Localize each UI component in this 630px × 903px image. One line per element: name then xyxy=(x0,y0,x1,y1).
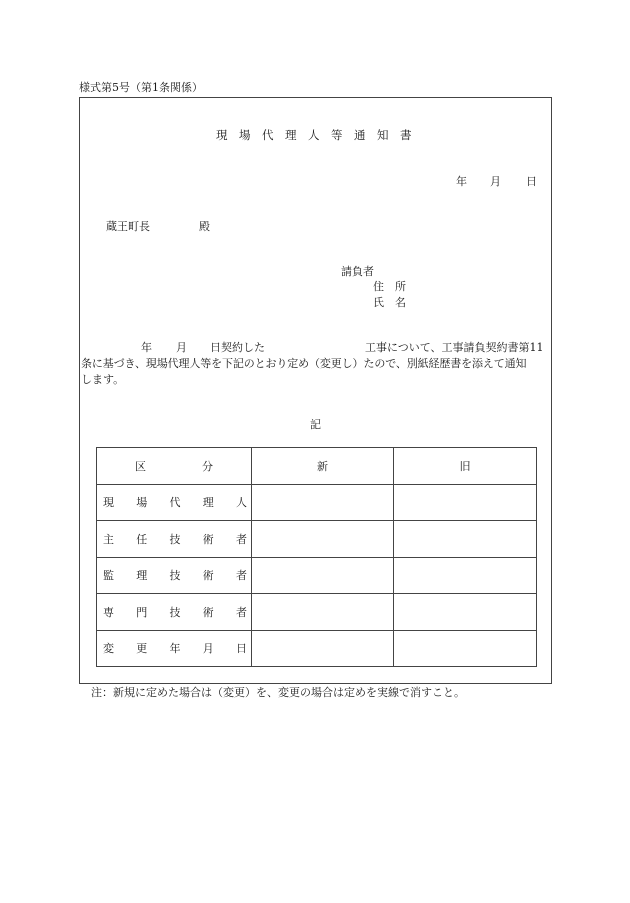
row-category-char: 現 xyxy=(103,496,114,510)
row-category-char: 変 xyxy=(103,642,114,656)
date-year: 年 xyxy=(456,175,467,188)
footnote: 注：新規に定めた場合は（変更）を、変更の場合は定めを実線で消すこと。 xyxy=(91,686,465,699)
row-category-char: 者 xyxy=(236,532,247,546)
row-category xyxy=(97,484,252,521)
row-category-char: 者 xyxy=(236,569,247,583)
row-category-char: 技 xyxy=(169,569,181,583)
table-row xyxy=(97,630,537,667)
table-row xyxy=(97,557,537,594)
row-category-char: 専 xyxy=(103,605,114,619)
row-category-char: 年 xyxy=(169,642,181,656)
contractor-address-label: 住 所 xyxy=(373,280,406,293)
body-line3: します。 xyxy=(81,373,125,386)
row-category-char: 更 xyxy=(136,642,148,656)
detail-table xyxy=(96,447,537,667)
row-category-char: 理 xyxy=(136,569,148,583)
ki-heading: 記 xyxy=(310,418,321,431)
header-category xyxy=(97,448,252,485)
row-new-cell[interactable] xyxy=(252,557,394,594)
body-year: 年 xyxy=(141,341,152,354)
date-day: 日 xyxy=(526,175,537,188)
date-month: 月 xyxy=(490,175,501,188)
row-category-char: 理 xyxy=(202,496,214,510)
row-category-char: 門 xyxy=(136,605,148,619)
row-old-cell[interactable] xyxy=(394,484,537,521)
contractor-name-label: 氏 名 xyxy=(373,296,406,309)
row-new-cell[interactable] xyxy=(252,630,394,667)
form-number: 様式第5号（第1条関係） xyxy=(79,81,203,94)
row-category xyxy=(97,557,252,594)
table-row xyxy=(97,521,537,558)
body-line2: 条に基づき、現場代理人等を下記のとおり定め（変更し）たので、別紙経歴書を添えて通知 xyxy=(81,357,527,370)
row-old-cell[interactable] xyxy=(394,521,537,558)
row-category xyxy=(97,630,252,667)
row-category-char: 者 xyxy=(236,605,247,619)
row-new-cell[interactable] xyxy=(252,594,394,631)
row-new-cell[interactable] xyxy=(252,484,394,521)
row-category xyxy=(97,594,252,631)
row-category-char: 術 xyxy=(202,532,214,546)
row-category-char: 日 xyxy=(236,642,247,656)
row-category-char: 主 xyxy=(103,532,114,546)
body-contract-day: 日契約した xyxy=(210,341,265,354)
row-category xyxy=(97,521,252,558)
header-category-char: 区 xyxy=(135,459,146,473)
row-category-char: 術 xyxy=(202,569,214,583)
recipient-name: 蔵王町長 xyxy=(106,220,150,233)
row-category-char: 月 xyxy=(202,642,214,656)
row-old-cell[interactable] xyxy=(394,557,537,594)
recipient-honorific: 殿 xyxy=(199,220,210,233)
header-new: 新 xyxy=(252,448,394,485)
table-row xyxy=(97,594,537,631)
row-category-char: 人 xyxy=(236,496,247,510)
header-category-char: 分 xyxy=(202,459,213,473)
table-header-row xyxy=(97,448,537,485)
row-category-char: 監 xyxy=(103,569,114,583)
row-old-cell[interactable] xyxy=(394,630,537,667)
row-category-char: 任 xyxy=(136,532,148,546)
table-row xyxy=(97,484,537,521)
header-old: 旧 xyxy=(394,448,537,485)
row-category-char: 術 xyxy=(202,605,214,619)
row-category-char: 技 xyxy=(169,532,181,546)
form-title: 現 場 代 理 人 等 通 知 書 xyxy=(216,128,412,142)
row-category-char: 代 xyxy=(169,496,181,510)
body-month: 月 xyxy=(176,341,187,354)
row-category-char: 技 xyxy=(169,605,181,619)
row-new-cell[interactable] xyxy=(252,521,394,558)
row-category-char: 場 xyxy=(136,496,148,510)
body-line1-text: 工事について、工事請負契約書第11 xyxy=(365,341,544,354)
row-old-cell[interactable] xyxy=(394,594,537,631)
contractor-label: 請負者 xyxy=(341,265,374,278)
